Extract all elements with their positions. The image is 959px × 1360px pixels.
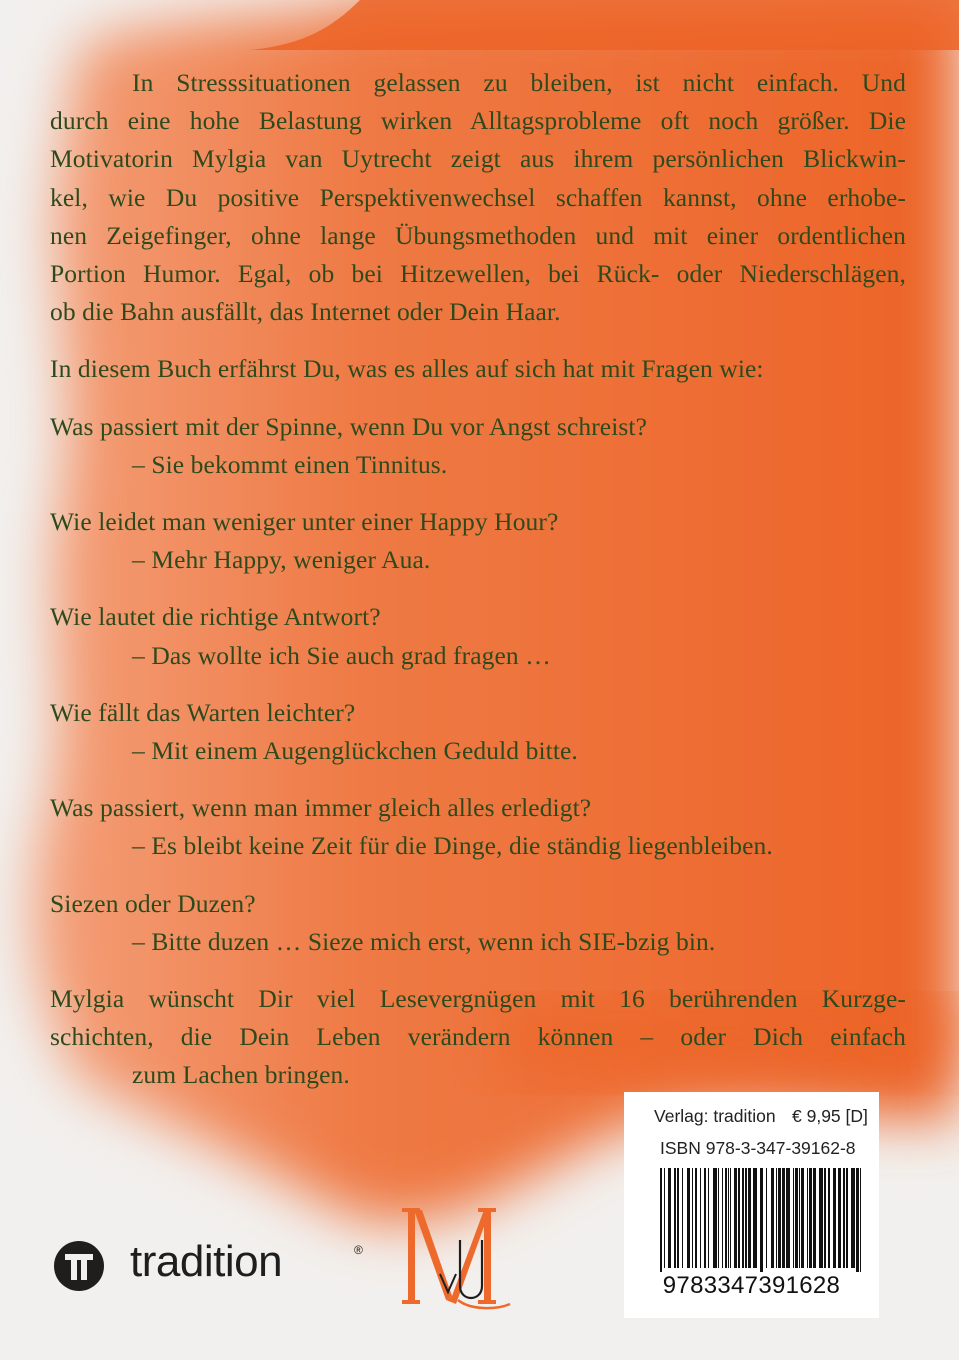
barcode-bar <box>687 1168 690 1268</box>
isbn-label: ISBN 978-3-347-39162-8 <box>660 1138 856 1158</box>
publisher-wordmark: tradition <box>130 1237 283 1286</box>
barcode-bar <box>695 1168 697 1268</box>
intro-line: durch eine hohe Belastung wirken Alltagsprobleme oft noch größer. Die <box>50 106 906 136</box>
intro-line: kel, wie Du positive Perspektivenwechsel schaffen kannst, ohne erhobe- <box>50 182 906 212</box>
answer: – Mehr Happy, weniger Aua. <box>132 545 431 575</box>
question: Siezen oder Duzen? <box>50 888 256 918</box>
barcode-bar <box>704 1168 706 1268</box>
intro-line: In Stresssituationen gelassen zu bleiben, ist nicht einfach. Und <box>132 68 906 97</box>
registered-mark: ® <box>354 1243 363 1257</box>
barcode-bar <box>793 1168 794 1268</box>
answer: – Das wollte ich Sie auch grad fragen … <box>132 640 551 670</box>
barcode-bar <box>856 1168 859 1272</box>
barcode-bar <box>668 1168 671 1268</box>
barcode-bar <box>734 1168 737 1268</box>
barcode-bar <box>738 1168 740 1268</box>
closing-paragraph <box>50 980 906 1095</box>
barcode-bar <box>742 1168 744 1268</box>
tradition-t-circle-icon <box>54 1241 104 1291</box>
barcode-bar <box>677 1168 679 1268</box>
barcode-bar <box>766 1168 767 1268</box>
barcode-bar <box>846 1168 848 1268</box>
barcode-bar <box>778 1168 781 1268</box>
barcode-bar <box>664 1168 665 1268</box>
question: Was passiert mit der Spinne, wenn Du vor Angst schreist? <box>50 411 648 441</box>
barcode-box <box>624 1092 879 1318</box>
barcode-bar <box>819 1168 823 1268</box>
barcode-bar <box>851 1168 855 1268</box>
answer: – Es bleibt keine Zeit für die Dinge, die ständig liegenbleiben. <box>132 831 773 861</box>
barcode-bar <box>722 1168 723 1268</box>
publisher-label: Verlag: tradition <box>654 1106 776 1126</box>
barcode-bar <box>660 1168 662 1272</box>
barcode-bar <box>833 1168 836 1268</box>
mvu-monogram-icon <box>400 1204 520 1314</box>
barcode-bar <box>674 1168 676 1268</box>
answer: – Bitte duzen … Sieze mich erst, wenn ich SIE-bzig bin. <box>132 926 716 956</box>
barcode-bar <box>776 1168 777 1268</box>
price-label: € 9,95 [D] <box>792 1106 868 1126</box>
answer: – Mit einem Augenglückchen Geduld bitte. <box>132 736 578 766</box>
cover-text <box>50 64 906 1095</box>
barcode-number: 9783347391628 <box>662 1272 841 1299</box>
closing-line: zum Lachen bringen. <box>132 1060 350 1090</box>
barcode-bar <box>813 1168 816 1268</box>
intro-line: ob die Bahn ausfällt, das Internet oder Dein Haar. <box>50 297 561 327</box>
barcode-bar <box>753 1168 757 1268</box>
barcode-bar <box>801 1168 804 1268</box>
barcode-bar <box>708 1168 709 1268</box>
barcode-bar <box>838 1168 841 1268</box>
intro-line: nen Zeigefinger, ohne lange Übungsmethoden und mit einer ordentlichen <box>50 220 906 250</box>
intro-line: Motivatorin Mylgia van Uytrecht zeigt aus ihrem persönlichen Blickwin- <box>50 144 906 174</box>
barcode-bar <box>799 1168 800 1268</box>
question: Was passiert, wenn man immer gleich alles erledigt? <box>50 793 592 823</box>
barcode-bar <box>795 1168 798 1268</box>
barcode-bar <box>682 1168 683 1268</box>
intro-paragraph <box>50 64 906 331</box>
question: Wie fällt das Warten leichter? <box>50 697 356 727</box>
barcode-bar <box>760 1168 763 1272</box>
barcode-bar <box>748 1168 751 1268</box>
question: Wie leidet man weniger unter einer Happy Hour? <box>50 507 559 537</box>
barcode-bar <box>860 1168 861 1272</box>
barcode-bar <box>807 1168 808 1268</box>
barcode-bar <box>745 1168 747 1268</box>
barcode-bar <box>782 1168 785 1268</box>
barcode-icon <box>660 1168 865 1272</box>
lead-line: In diesem Buch erfährst Du, was es alles auf sich hat mit Fragen wie: <box>50 354 764 384</box>
closing-line: schichten, die Dein Leben verändern können – oder Dich einfach <box>50 1022 906 1052</box>
barcode-bar <box>843 1168 845 1268</box>
answer: – Sie bekommt einen Tinnitus. <box>132 449 448 479</box>
barcode-bar <box>809 1168 812 1268</box>
barcode-bar <box>824 1168 826 1268</box>
barcode-bar <box>728 1168 729 1268</box>
question: Wie lautet die richtige Antwort? <box>50 602 381 632</box>
barcode-bar <box>786 1168 790 1268</box>
barcode-bar <box>718 1168 719 1268</box>
barcode-bar <box>730 1168 731 1268</box>
barcode-bar <box>692 1168 693 1268</box>
barcode-bar <box>771 1168 774 1268</box>
barcode-bar <box>725 1168 727 1268</box>
barcode-bar <box>713 1168 717 1268</box>
intro-line: Portion Humor. Egal, ob bei Hitzewellen, bei Rück- oder Niederschlägen, <box>50 259 906 289</box>
barcode-bar <box>828 1168 830 1268</box>
barcode-bar <box>700 1168 701 1268</box>
closing-line: Mylgia wünscht Dir viel Lesevergnügen mit 16 berührenden Kurzge- <box>50 984 906 1014</box>
